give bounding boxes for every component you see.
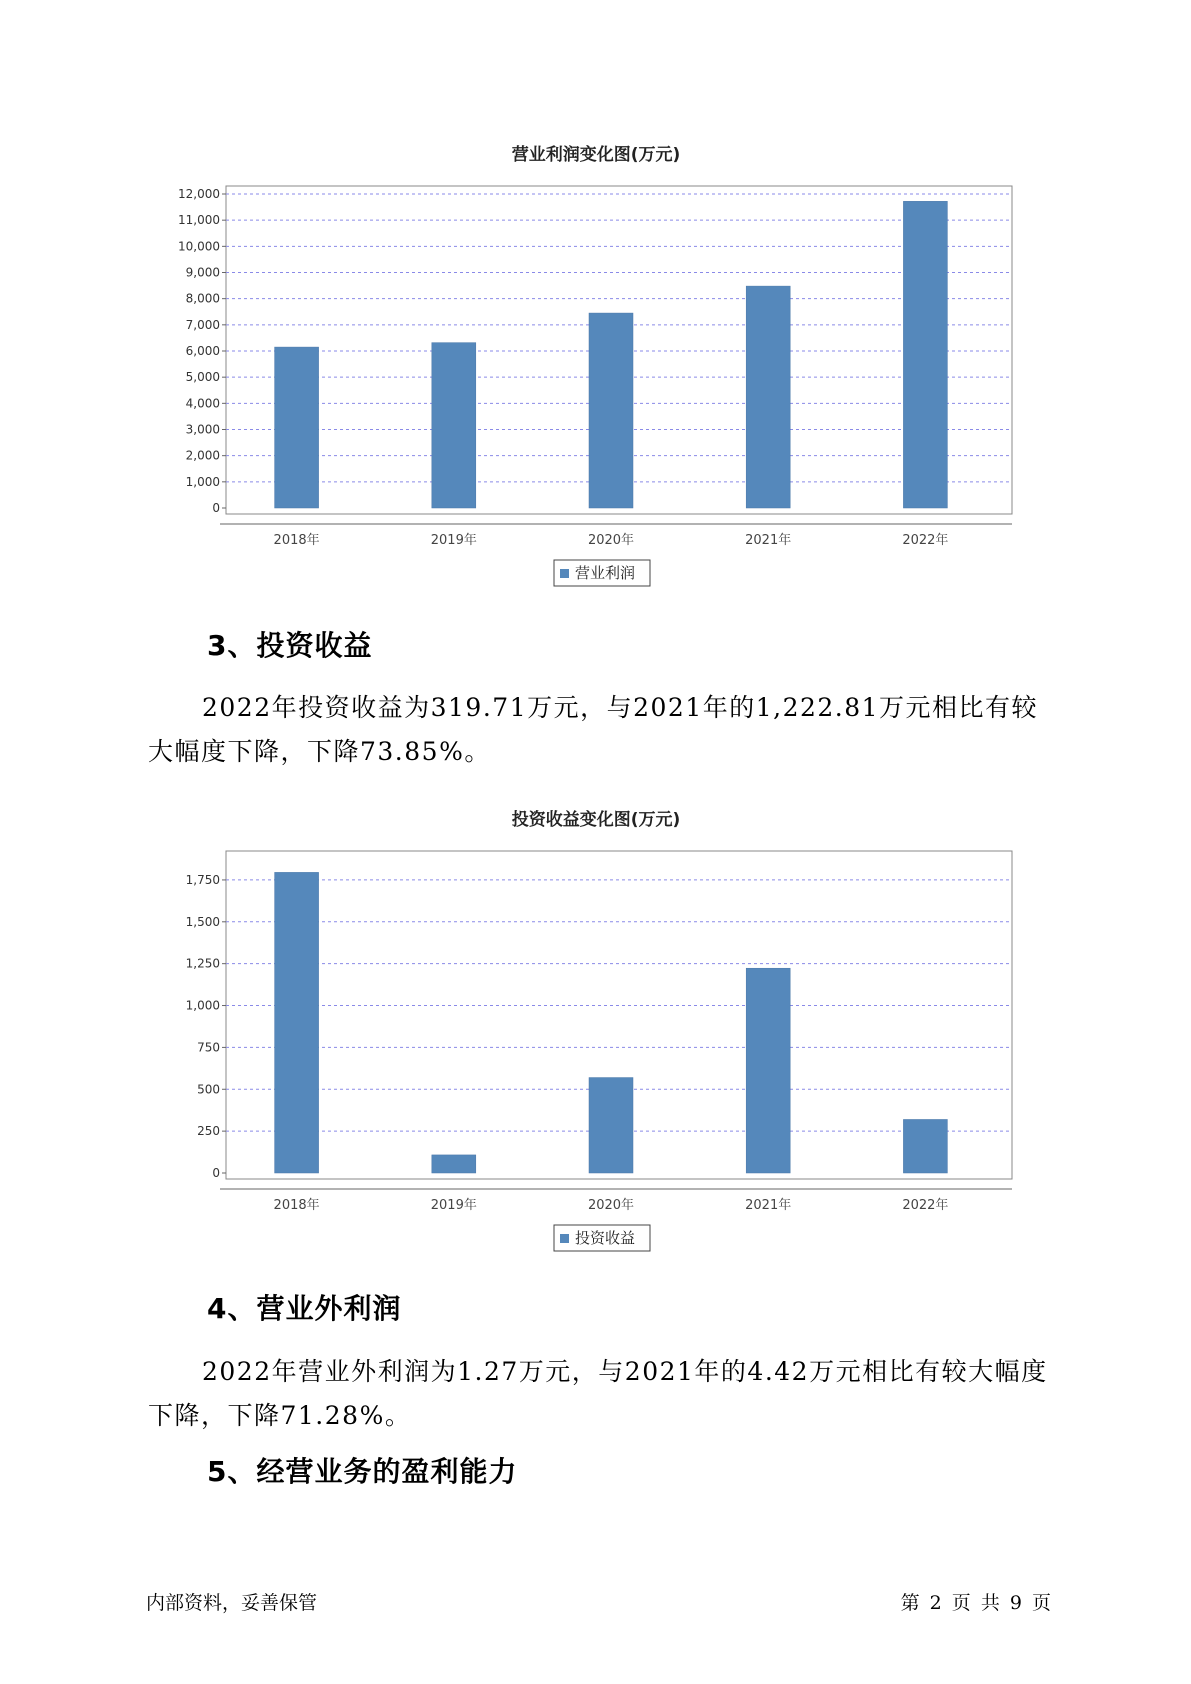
x-tick-label: 2021年 bbox=[745, 533, 792, 548]
y-tick-label: 750 bbox=[197, 1040, 220, 1055]
x-tick-label: 2022年 bbox=[902, 533, 949, 548]
y-tick-label: 12,000 bbox=[178, 187, 220, 201]
chart-title: 营业利润变化图(万元) bbox=[511, 145, 681, 165]
x-tick-label: 2020年 bbox=[587, 1198, 635, 1213]
x-tick-label: 2019年 bbox=[430, 1198, 477, 1213]
operating-profit-chart-svg bbox=[0, 130, 1191, 600]
investment-income-chart-svg bbox=[0, 795, 1191, 1265]
y-tick-label: 7,000 bbox=[185, 317, 220, 332]
x-tick-label: 2018年 bbox=[273, 1198, 320, 1213]
bar-2019年 bbox=[432, 1155, 476, 1173]
y-tick-label: 3,000 bbox=[185, 422, 220, 437]
y-tick-label: 10,000 bbox=[178, 239, 220, 254]
y-tick-label: 4,000 bbox=[185, 396, 220, 411]
section-4-heading: 4、营业外利润 bbox=[207, 1292, 402, 1325]
x-tick-label: 2020年 bbox=[587, 533, 635, 548]
y-tick-label: 5,000 bbox=[185, 370, 220, 385]
bar-2021年 bbox=[746, 968, 790, 1173]
y-tick-label: 6,000 bbox=[185, 344, 220, 358]
legend-swatch bbox=[560, 569, 569, 578]
legend-label: 投资收益 bbox=[575, 1229, 636, 1247]
bar-2022年 bbox=[903, 1119, 947, 1173]
section-3-paragraph: 2022年投资收益为319.71万元，与2021年的1,222.81万元相比有较大幅度下降，下降73.85%。 bbox=[148, 693, 1039, 766]
x-tick-label: 2018年 bbox=[273, 533, 320, 548]
bar-2022年 bbox=[903, 201, 947, 508]
footer-page-number: 第 2 页 共 9 页 bbox=[900, 1592, 1051, 1614]
y-tick-label: 1,750 bbox=[185, 872, 220, 887]
bar-2018年 bbox=[275, 347, 319, 508]
y-tick-label: 0 bbox=[212, 501, 220, 515]
bar-2021年 bbox=[746, 286, 790, 508]
section-3-heading: 3、投资收益 bbox=[207, 629, 373, 662]
x-tick-label: 2019年 bbox=[430, 533, 477, 548]
y-tick-label: 9,000 bbox=[185, 265, 220, 280]
section-5-heading: 5、经营业务的盈利能力 bbox=[207, 1455, 518, 1488]
y-tick-label: 1,000 bbox=[185, 998, 220, 1013]
y-tick-label: 0 bbox=[212, 1166, 220, 1180]
footer-confidential-note: 内部资料，妥善保管 bbox=[146, 1592, 318, 1614]
operating-profit-chart bbox=[0, 130, 1191, 600]
y-tick-label: 500 bbox=[197, 1082, 220, 1097]
y-tick-label: 8,000 bbox=[185, 291, 220, 306]
bar-2018年 bbox=[275, 872, 319, 1173]
chart-title: 投资收益变化图(万元) bbox=[511, 810, 681, 830]
bar-2020年 bbox=[589, 1078, 633, 1173]
x-tick-label: 2022年 bbox=[902, 1198, 949, 1213]
section-4-paragraph: 2022年营业外利润为1.27万元，与2021年的4.42万元相比有较大幅度下降，下降71.28%。 bbox=[148, 1357, 1048, 1430]
y-tick-label: 1,000 bbox=[185, 474, 220, 489]
bar-2020年 bbox=[589, 313, 633, 508]
bar-2019年 bbox=[432, 343, 476, 508]
legend-label: 营业利润 bbox=[575, 564, 636, 582]
x-tick-label: 2021年 bbox=[745, 1198, 792, 1213]
investment-income-chart bbox=[0, 795, 1191, 1265]
y-tick-label: 11,000 bbox=[178, 213, 220, 228]
y-tick-label: 1,250 bbox=[185, 956, 220, 971]
y-tick-label: 1,500 bbox=[185, 914, 220, 929]
y-tick-label: 250 bbox=[197, 1124, 220, 1139]
legend-swatch bbox=[560, 1234, 569, 1243]
y-tick-label: 2,000 bbox=[185, 448, 220, 463]
